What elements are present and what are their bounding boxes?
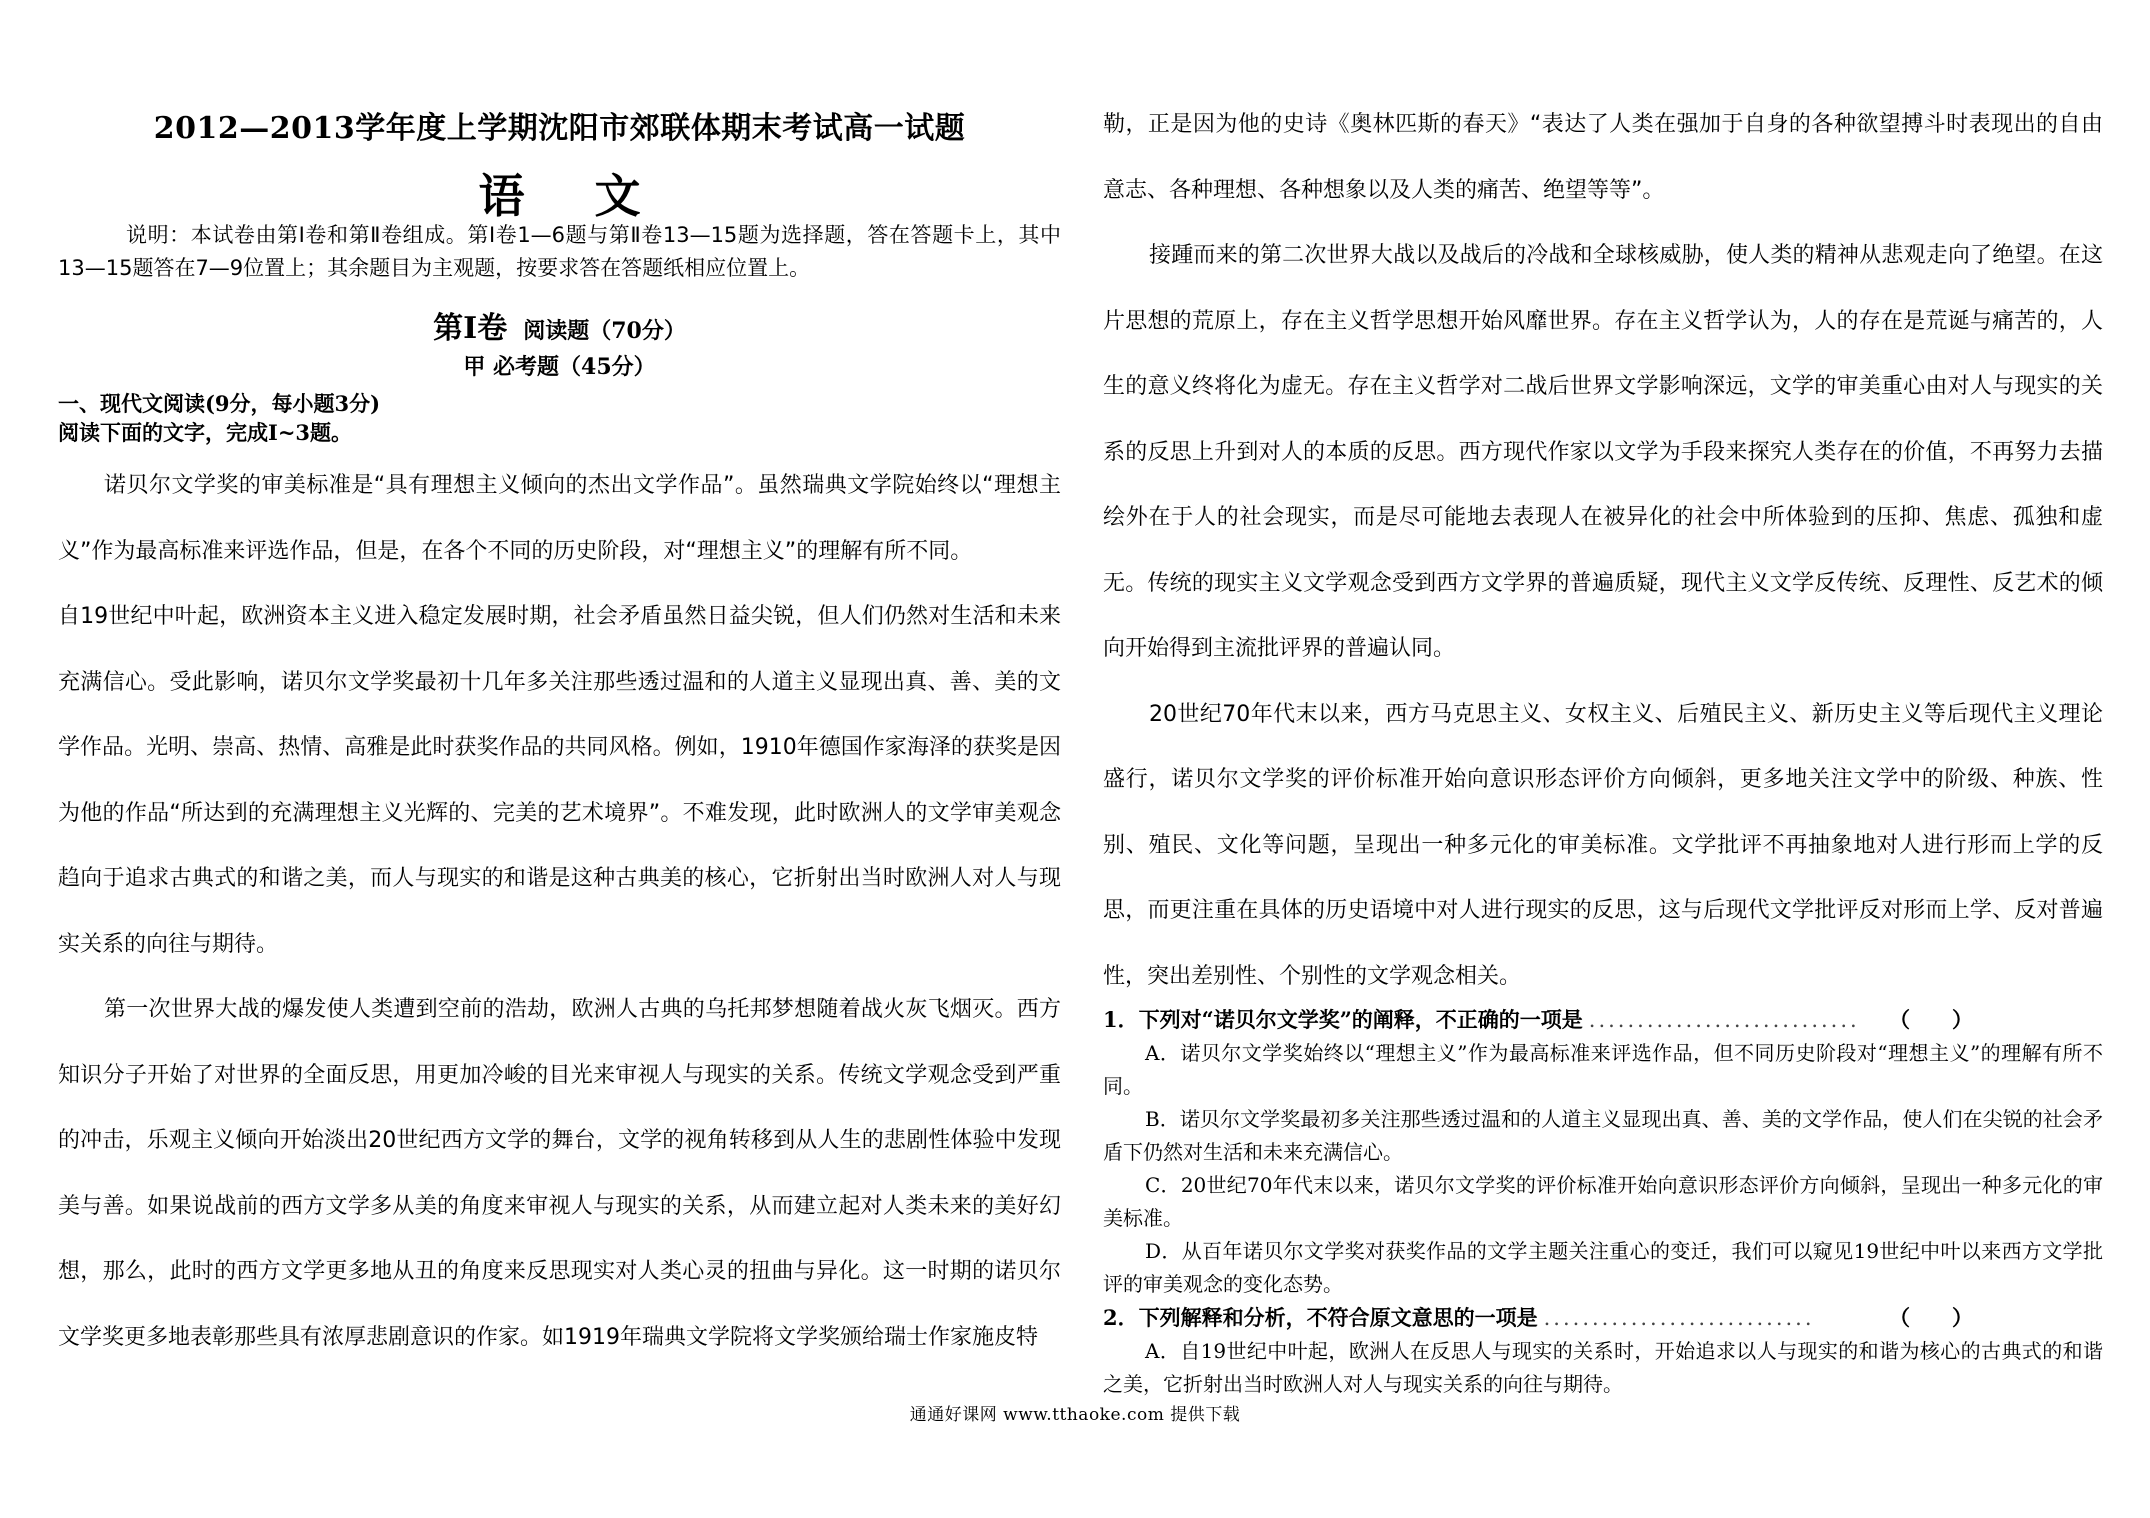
passage-left bbox=[58, 453, 1061, 1370]
subject-title: 语文 bbox=[478, 169, 711, 223]
volume-one-heading bbox=[58, 303, 1061, 347]
answer-blank: （ ） bbox=[1889, 1007, 1973, 1032]
passage-paragraph: 20世纪70年代末以来，西方马克思主义、女权主义、后殖民主义、新历史主义等后现代主义理论盛行，诺贝尔文学奖的评价标准开始向意识形态评价方向倾斜，更多地关注文学中的阶级、种族、性别、殖民、文化等问题，呈现出一种多元化的审美标准。文学批评不再抽象地对人进行形而上学的反思，而更注重在具体的历史语境中对人进行现实的反思，这与后现代文学批评反对形而上学、反对普遍性，突出差别性、个别性的文学观念相关。 bbox=[1103, 701, 2103, 989]
passage-paragraph: 勒，正是因为他的史诗《奥林匹斯的春天》“表达了人类在强加于自身的各种欲望搏斗时表现出的自由意志、各种理想、各种想象以及人类的痛苦、绝望等等”。 bbox=[1103, 112, 2103, 203]
exam-instructions: 说明：本试卷由第Ⅰ卷和第Ⅱ卷组成。第Ⅰ卷1—6题与第Ⅱ卷13—15题为选择题，答在答题卡上，其中13—15题答在7—9位置上；其余题目为主观题，按要求答在答题纸相应位置上。 bbox=[58, 223, 1061, 280]
leader-dots: ............................ bbox=[1588, 1008, 1860, 1032]
question-text: 2．下列解释和分析，不符合原文意思的一项是 bbox=[1103, 1305, 1538, 1330]
question-option: C．20世纪70年代末以来，诺贝尔文学奖的评价标准开始向意识形态评价方向倾斜，呈现出一种多元化的审美标准。 bbox=[1103, 1173, 2103, 1230]
part-one-instruction: 阅读下面的文字，完成Ⅰ~3题。 bbox=[58, 420, 353, 445]
question-option: B．诺贝尔文学奖最初多关注那些透过温和的人道主义显现出真、善、美的文学作品，使人们在尖锐的社会矛盾下仍然对生活和未来充满信心。 bbox=[1103, 1107, 2103, 1164]
question-option: D．从百年诺贝尔文学奖对获奖作品的文学主题关注重心的变迁，我们可以窥见19世纪中叶以来西方文学批评的审美观念的变化态势。 bbox=[1103, 1239, 2103, 1296]
answer-blank: （ ） bbox=[1889, 1305, 1973, 1330]
question-option: A．自19世纪中叶起，欧洲人在反思人与现实的关系时，开始追求以人与现实的和谐为核心的古典式的和谐之美，它折射出当时欧洲人对人与现实关系的向往与期待。 bbox=[1103, 1339, 2103, 1396]
question-stem bbox=[1103, 1003, 2103, 1037]
passage-paragraph: 自19世纪中叶起，欧洲资本主义进入稳定发展时期，社会矛盾虽然日益尖锐，但人们仍然对生活和未来充满信心。受此影响，诺贝尔文学奖最初十几年多关注那些透过温和的人道主义显现出真、善、美的文学作品。光明、崇高、热情、高雅是此时获奖作品的共同风格。例如，1910年德国作家海泽的获奖是因为他的作品“所达到的充满理想主义光辉的、完美的艺术境界”。不难发现，此时欧洲人的文学审美观念趋向于追求古典式的和谐之美，而人与现实的和谐是这种古典美的核心，它折射出当时欧洲人对人与现实关系的向往与期待。 bbox=[58, 604, 1061, 957]
passage-right bbox=[1103, 92, 2103, 1009]
part-one-heading: 一、现代文阅读(9分，每小题3分) bbox=[58, 391, 381, 416]
section-a-heading: 甲 必考题（45分） bbox=[463, 354, 656, 380]
passage-paragraph: 第一次世界大战的爆发使人类遭到空前的浩劫，欧洲人古典的乌托邦梦想随着战火灰飞烟灭。西方知识分子开始了对世界的全面反思，用更加冷峻的目光来审视人与现实的关系。传统文学观念受到严重的冲击，乐观主义倾向开始淡出20世纪西方文学的舞台，文学的视角转移到从人生的悲剧性体验中发现美与善。如果说战前的西方文学多从美的角度来审视人与现实的关系，从而建立起对人类未来的美好幻想，那么，此时的西方文学更多地从丑的角度来反思现实对人类心灵的扭曲与异化。这一时期的诺贝尔文学奖更多地表彰那些具有浓厚悲剧意识的作家。如1919年瑞典文学院将文学奖颁给瑞士作家施皮特 bbox=[58, 997, 1061, 1350]
passage-paragraph: 诺贝尔文学奖的审美标准是“具有理想主义倾向的杰出文学作品”。虽然瑞典文学院始终以“理想主义”作为最高标准来评选作品，但是，在各个不同的历史阶段，对“理想主义”的理解有所不同。 bbox=[58, 473, 1061, 564]
passage-paragraph: 接踵而来的第二次世界大战以及战后的冷战和全球核威胁，使人类的精神从悲观走向了绝望。在这片思想的荒原上，存在主义哲学思想开始风靡世界。存在主义哲学认为，人的存在是荒诞与痛苦的，人生的意义终将化为虚无。存在主义哲学对二战后世界文学影响深远，文学的审美重心由对人与现实的关系的反思上升到对人的本质的反思。西方现代作家以文学为手段来探究人类存在的价值，不再努力去描绘外在于人的社会现实，而是尽可能地去表现人在被异化的社会中所体验到的压抑、焦虑、孤独和虚无。传统的现实主义文学观念受到西方文学界的普遍质疑，现代主义文学反传统、反理性、反艺术的倾向开始得到主流批评界的普遍认同。 bbox=[1103, 243, 2103, 661]
volume-one-subtitle: 阅读题（70分） bbox=[523, 318, 686, 344]
footer-credit: 通通好课网 www.tthaoke.com 提供下载 bbox=[909, 1405, 1241, 1425]
question-stem bbox=[1103, 1301, 2103, 1335]
volume-one-title: 第Ⅰ卷 bbox=[433, 311, 508, 346]
question-option: A．诺贝尔文学奖始终以“理想主义”作为最高标准来评选作品，但不同历史阶段对“理想主义”的理解有所不同。 bbox=[1103, 1041, 2103, 1098]
exam-title: 2012—2013学年度上学期沈阳市郊联体期末考试高一试题 bbox=[153, 111, 966, 146]
questions-section bbox=[1103, 1003, 2103, 1401]
question-text: 1．下列对“诺贝尔文学奖”的阐释，不正确的一项是 bbox=[1103, 1007, 1583, 1032]
leader-dots: ............................ bbox=[1543, 1306, 1815, 1330]
